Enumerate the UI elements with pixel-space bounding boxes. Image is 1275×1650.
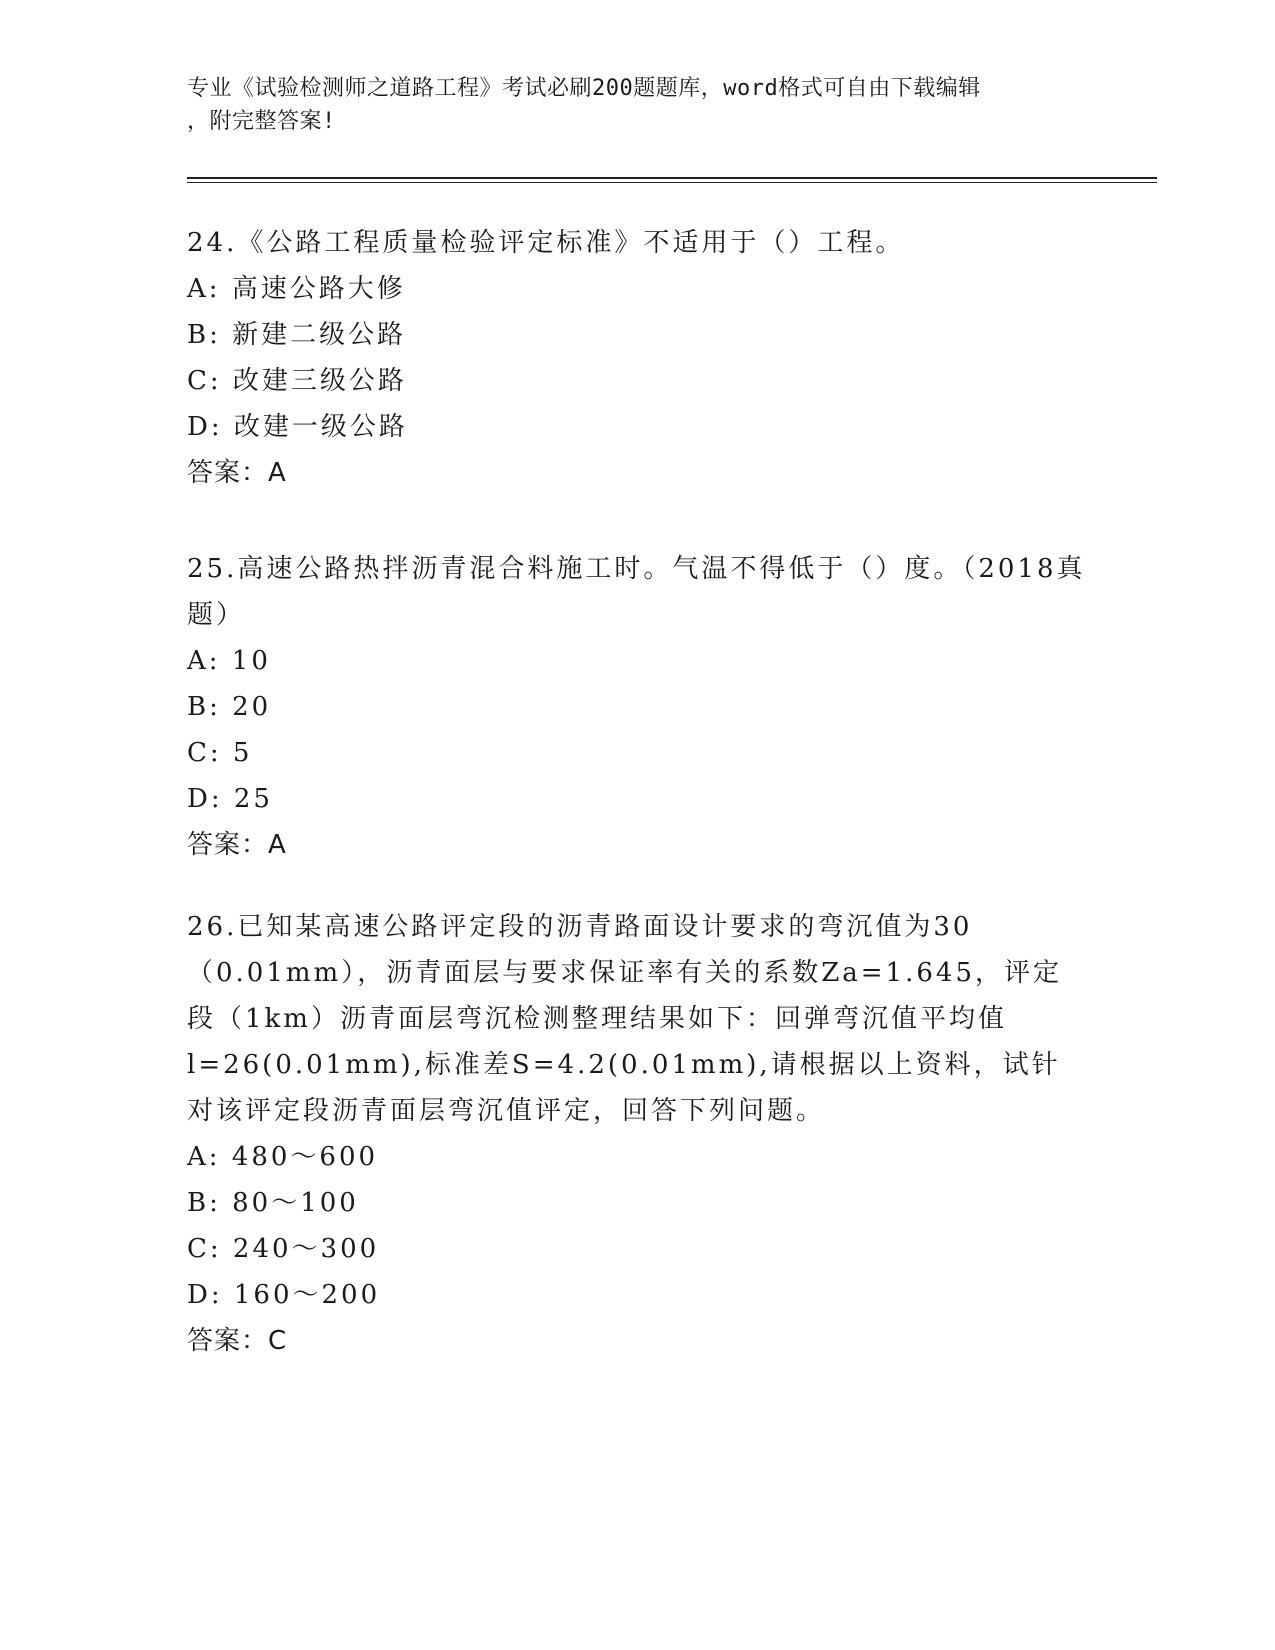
option-a: A: 高速公路大修 <box>187 274 406 304</box>
question-text: 25.高速公路热拌沥青混合料施工时。气温不得低于（）度。（2018真题） <box>187 554 1086 630</box>
header-divider-thin <box>187 182 1157 183</box>
header-line-1: 专业《试验检测师之道路工程》考试必刷200题题库，word格式可自由下载编辑 <box>187 76 981 101</box>
option-a: A: 10 <box>187 646 271 676</box>
answer-text: 答案：A <box>187 830 287 860</box>
question-text: 24.《公路工程质量检验评定标准》不适用于（）工程。 <box>187 228 905 258</box>
option-b: B: 20 <box>187 692 272 722</box>
option-c: C: 改建三级公路 <box>187 366 407 396</box>
option-d: D: 改建一级公路 <box>187 412 408 442</box>
question-25 <box>187 546 1087 868</box>
question-24 <box>187 220 1087 496</box>
answer-text: 答案：A <box>187 458 287 488</box>
option-b: B: 新建二级公路 <box>187 320 407 350</box>
question-text: 26.已知某高速公路评定段的沥青路面设计要求的弯沉值为30（0.01mm），沥青面层与要求保证率有关的系数Za=1.645，评定段（1km）沥青面层弯沉检测整理结果如下：回弹弯沉值平均值l=26(0.01mm),标准差S=4.2(0.01mm),请根据以上资料，试针对该评定段沥青面层弯沉值评定，回答下列问题。 <box>187 912 1062 1126</box>
answer-text: 答案：C <box>187 1326 288 1356</box>
option-c: C: 5 <box>187 738 253 768</box>
option-d: D: 25 <box>187 784 273 814</box>
option-b: B: 80～100 <box>187 1188 359 1218</box>
option-d: D: 160～200 <box>187 1280 381 1310</box>
option-a: A: 480～600 <box>187 1142 379 1172</box>
option-c: C: 240～300 <box>187 1234 380 1264</box>
header-line-2: ，附完整答案! <box>187 109 336 134</box>
header-divider-thick <box>187 177 1157 179</box>
document-header <box>187 72 1087 138</box>
question-26 <box>187 904 1087 1364</box>
